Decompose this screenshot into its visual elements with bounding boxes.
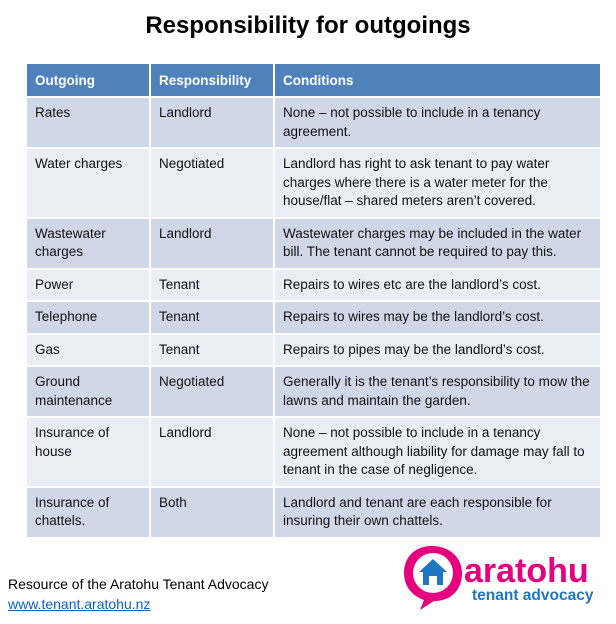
cell-conditions: None – not possible to include in a tenancy agreement. — [274, 97, 601, 148]
logo-wordmark: aratohu — [464, 552, 589, 590]
cell-outgoing: Water charges — [26, 148, 150, 218]
cell-responsibility: Both — [150, 487, 274, 538]
table-row — [26, 269, 601, 302]
table-row — [26, 218, 601, 269]
cell-outgoing: Gas — [26, 334, 150, 367]
table-row — [26, 417, 601, 487]
cell-outgoing: Power — [26, 269, 150, 302]
cell-responsibility: Landlord — [150, 97, 274, 148]
table-row — [26, 301, 601, 334]
cell-conditions: Landlord has right to ask tenant to pay water charges where there is a water meter for the house/flat – shared meters aren’t covered. — [274, 148, 601, 218]
table-row — [26, 487, 601, 538]
cell-outgoing: Insurance of chattels. — [26, 487, 150, 538]
cell-responsibility: Tenant — [150, 269, 274, 302]
cell-outgoing: Ground maintenance — [26, 366, 150, 417]
header-conditions: Conditions — [274, 63, 601, 97]
cell-conditions: Wastewater charges may be included in the water bill. The tenant cannot be required to pay this. — [274, 218, 601, 269]
cell-conditions: None – not possible to include in a tenancy agreement although liability for damage may fall to tenant in the case of negligence. — [274, 417, 601, 487]
table-row — [26, 334, 601, 367]
table-header-row — [26, 63, 601, 97]
house-bubble-icon — [404, 546, 462, 610]
website-link[interactable]: www.tenant.aratohu.nz — [8, 596, 151, 612]
table-row — [26, 97, 601, 148]
footer-text: Resource of the Aratohu Tenant Advocacy — [8, 576, 269, 592]
cell-conditions: Repairs to wires etc are the landlord’s cost. — [274, 269, 601, 302]
header-responsibility: Responsibility — [150, 63, 274, 97]
cell-responsibility: Negotiated — [150, 148, 274, 218]
cell-conditions: Repairs to pipes may be the landlord’s cost. — [274, 334, 601, 367]
cell-outgoing: Telephone — [26, 301, 150, 334]
cell-responsibility: Tenant — [150, 301, 274, 334]
logo-tagline: tenant advocacy — [472, 587, 594, 604]
cell-outgoing: Rates — [26, 97, 150, 148]
cell-conditions: Repairs to wires may be the landlord’s cost. — [274, 301, 601, 334]
cell-conditions: Landlord and tenant are each responsible for insuring their own chattels. — [274, 487, 601, 538]
cell-responsibility: Negotiated — [150, 366, 274, 417]
cell-responsibility: Landlord — [150, 218, 274, 269]
table-row — [26, 366, 601, 417]
aratohu-logo — [400, 540, 608, 612]
cell-outgoing: Wastewater charges — [26, 218, 150, 269]
table-row — [26, 148, 601, 218]
cell-responsibility: Landlord — [150, 417, 274, 487]
footer — [8, 574, 268, 614]
cell-responsibility: Tenant — [150, 334, 274, 367]
header-outgoing: Outgoing — [26, 63, 150, 97]
outgoings-table — [25, 62, 602, 539]
cell-conditions: Generally it is the tenant’s responsibility to mow the lawns and maintain the garden. — [274, 366, 601, 417]
cell-outgoing: Insurance of house — [26, 417, 150, 487]
page-title: Responsibility for outgoings — [145, 12, 471, 39]
